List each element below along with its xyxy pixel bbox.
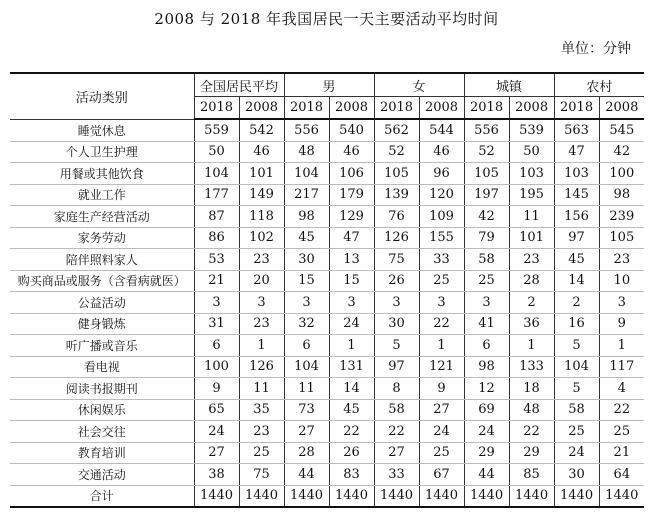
group-header-male: 男 <box>284 73 374 97</box>
value-cell: 1440 <box>554 485 599 507</box>
value-cell: 26 <box>329 442 374 464</box>
value-cell: 177 <box>194 184 239 206</box>
value-cell: 6 <box>464 335 509 357</box>
value-cell: 25 <box>419 270 464 292</box>
value-cell: 2 <box>554 292 599 314</box>
value-cell: 556 <box>464 119 509 141</box>
value-cell: 2 <box>509 292 554 314</box>
value-cell: 1440 <box>419 485 464 507</box>
value-cell: 11 <box>284 378 329 400</box>
group-header-national: 全国居民平均 <box>194 73 284 97</box>
value-cell: 65 <box>194 399 239 421</box>
value-cell: 27 <box>284 421 329 443</box>
value-cell: 131 <box>329 356 374 378</box>
value-cell: 3 <box>194 292 239 314</box>
value-cell: 24 <box>194 421 239 443</box>
value-cell: 22 <box>374 421 419 443</box>
table-row <box>10 184 644 206</box>
activity-category-cell: 家庭生产经营活动 <box>10 206 194 228</box>
value-cell: 121 <box>419 356 464 378</box>
value-cell: 22 <box>599 399 644 421</box>
value-cell: 26 <box>374 270 419 292</box>
value-cell: 85 <box>509 464 554 486</box>
year-header: 2008 <box>509 97 554 120</box>
value-cell: 126 <box>374 227 419 249</box>
value-cell: 52 <box>464 141 509 163</box>
value-cell: 44 <box>464 464 509 486</box>
activity-category-cell: 公益活动 <box>10 292 194 314</box>
value-cell: 21 <box>599 442 644 464</box>
value-cell: 1440 <box>599 485 644 507</box>
value-cell: 9 <box>194 378 239 400</box>
table-body <box>10 119 644 507</box>
value-cell: 27 <box>374 442 419 464</box>
value-cell: 28 <box>509 270 554 292</box>
value-cell: 197 <box>464 184 509 206</box>
value-cell: 195 <box>509 184 554 206</box>
activity-category-cell: 阅读书报期刊 <box>10 378 194 400</box>
value-cell: 64 <box>599 464 644 486</box>
value-cell: 145 <box>554 184 599 206</box>
table-row <box>10 249 644 271</box>
group-header-rural: 农村 <box>554 73 644 97</box>
table-row <box>10 378 644 400</box>
table-row <box>10 313 644 335</box>
value-cell: 96 <box>419 163 464 185</box>
value-cell: 104 <box>194 163 239 185</box>
value-cell: 47 <box>329 227 374 249</box>
activity-category-cell: 健身锻炼 <box>10 313 194 335</box>
value-cell: 105 <box>599 227 644 249</box>
value-cell: 97 <box>374 356 419 378</box>
value-cell: 10 <box>599 270 644 292</box>
value-cell: 28 <box>284 442 329 464</box>
table-row <box>10 292 644 314</box>
value-cell: 35 <box>239 399 284 421</box>
value-cell: 52 <box>374 141 419 163</box>
value-cell: 23 <box>239 421 284 443</box>
value-cell: 33 <box>374 464 419 486</box>
table-row <box>10 227 644 249</box>
value-cell: 29 <box>464 442 509 464</box>
value-cell: 1440 <box>374 485 419 507</box>
value-cell: 25 <box>419 442 464 464</box>
value-cell: 83 <box>329 464 374 486</box>
value-cell: 239 <box>599 206 644 228</box>
value-cell: 117 <box>599 356 644 378</box>
value-cell: 97 <box>554 227 599 249</box>
value-cell: 6 <box>284 335 329 357</box>
table-row <box>10 141 644 163</box>
value-cell: 1440 <box>194 485 239 507</box>
value-cell: 109 <box>419 206 464 228</box>
year-header: 2018 <box>464 97 509 120</box>
value-cell: 129 <box>329 206 374 228</box>
value-cell: 104 <box>284 163 329 185</box>
activity-category-cell: 家务劳动 <box>10 227 194 249</box>
value-cell: 1440 <box>239 485 284 507</box>
value-cell: 102 <box>239 227 284 249</box>
table-row <box>10 442 644 464</box>
value-cell: 48 <box>509 399 554 421</box>
value-cell: 3 <box>419 292 464 314</box>
year-header: 2018 <box>194 97 239 120</box>
value-cell: 29 <box>509 442 554 464</box>
value-cell: 3 <box>329 292 374 314</box>
value-cell: 32 <box>284 313 329 335</box>
table-row <box>10 119 644 141</box>
value-cell: 14 <box>554 270 599 292</box>
activity-category-cell: 陪伴照料家人 <box>10 249 194 271</box>
value-cell: 25 <box>599 421 644 443</box>
group-header-urban: 城镇 <box>464 73 554 97</box>
value-cell: 9 <box>419 378 464 400</box>
table-row <box>10 421 644 443</box>
value-cell: 3 <box>599 292 644 314</box>
value-cell: 179 <box>329 184 374 206</box>
value-cell: 23 <box>239 313 284 335</box>
value-cell: 133 <box>509 356 554 378</box>
year-header: 2008 <box>329 97 374 120</box>
value-cell: 53 <box>194 249 239 271</box>
value-cell: 14 <box>329 378 374 400</box>
activity-category-cell: 就业工作 <box>10 184 194 206</box>
value-cell: 36 <box>509 313 554 335</box>
activity-category-cell: 交通活动 <box>10 464 194 486</box>
year-header: 2008 <box>599 97 644 120</box>
category-column-header: 活动类别 <box>10 73 194 119</box>
value-cell: 23 <box>599 249 644 271</box>
table-row <box>10 464 644 486</box>
value-cell: 22 <box>419 313 464 335</box>
year-header: 2018 <box>284 97 329 120</box>
value-cell: 105 <box>464 163 509 185</box>
value-cell: 556 <box>284 119 329 141</box>
value-cell: 156 <box>554 206 599 228</box>
value-cell: 3 <box>464 292 509 314</box>
value-cell: 50 <box>194 141 239 163</box>
value-cell: 38 <box>194 464 239 486</box>
value-cell: 22 <box>329 421 374 443</box>
value-cell: 25 <box>239 442 284 464</box>
value-cell: 100 <box>194 356 239 378</box>
activity-category-cell: 听广播或音乐 <box>10 335 194 357</box>
value-cell: 47 <box>554 141 599 163</box>
value-cell: 24 <box>419 421 464 443</box>
value-cell: 101 <box>509 227 554 249</box>
value-cell: 42 <box>464 206 509 228</box>
value-cell: 58 <box>554 399 599 421</box>
value-cell: 45 <box>284 227 329 249</box>
value-cell: 104 <box>554 356 599 378</box>
value-cell: 25 <box>554 421 599 443</box>
value-cell: 539 <box>509 119 554 141</box>
value-cell: 3 <box>284 292 329 314</box>
value-cell: 98 <box>284 206 329 228</box>
value-cell: 15 <box>284 270 329 292</box>
value-cell: 33 <box>419 249 464 271</box>
value-cell: 11 <box>509 206 554 228</box>
table-row <box>10 399 644 421</box>
value-cell: 75 <box>239 464 284 486</box>
year-header: 2018 <box>374 97 419 120</box>
value-cell: 13 <box>329 249 374 271</box>
table-row <box>10 270 644 292</box>
value-cell: 79 <box>464 227 509 249</box>
value-cell: 24 <box>329 313 374 335</box>
value-cell: 3 <box>374 292 419 314</box>
value-cell: 105 <box>374 163 419 185</box>
value-cell: 27 <box>419 399 464 421</box>
page-title: 2008 与 2018 年我国居民一天主要活动平均时间 <box>154 10 499 28</box>
value-cell: 48 <box>284 141 329 163</box>
value-cell: 106 <box>329 163 374 185</box>
value-cell: 101 <box>239 163 284 185</box>
value-cell: 1 <box>329 335 374 357</box>
value-cell: 118 <box>239 206 284 228</box>
value-cell: 100 <box>599 163 644 185</box>
value-cell: 1 <box>239 335 284 357</box>
value-cell: 545 <box>599 119 644 141</box>
value-cell: 46 <box>239 141 284 163</box>
value-cell: 73 <box>284 399 329 421</box>
value-cell: 45 <box>554 249 599 271</box>
value-cell: 1440 <box>509 485 554 507</box>
value-cell: 6 <box>194 335 239 357</box>
value-cell: 5 <box>374 335 419 357</box>
value-cell: 45 <box>329 399 374 421</box>
value-cell: 126 <box>239 356 284 378</box>
value-cell: 20 <box>239 270 284 292</box>
value-cell: 217 <box>284 184 329 206</box>
table-row <box>10 356 644 378</box>
activity-category-cell: 休闲娱乐 <box>10 399 194 421</box>
activity-category-cell: 个人卫生护理 <box>10 141 194 163</box>
value-cell: 25 <box>464 270 509 292</box>
value-cell: 540 <box>329 119 374 141</box>
value-cell: 23 <box>509 249 554 271</box>
value-cell: 542 <box>239 119 284 141</box>
value-cell: 11 <box>239 378 284 400</box>
value-cell: 544 <box>419 119 464 141</box>
value-cell: 98 <box>599 184 644 206</box>
value-cell: 563 <box>554 119 599 141</box>
value-cell: 24 <box>464 421 509 443</box>
value-cell: 58 <box>374 399 419 421</box>
value-cell: 103 <box>509 163 554 185</box>
value-cell: 46 <box>419 141 464 163</box>
activity-time-table <box>10 72 644 508</box>
value-cell: 75 <box>374 249 419 271</box>
value-cell: 76 <box>374 206 419 228</box>
activity-category-cell: 合计 <box>10 485 194 507</box>
activity-category-cell: 看电视 <box>10 356 194 378</box>
activity-category-cell: 教育培训 <box>10 442 194 464</box>
value-cell: 21 <box>194 270 239 292</box>
value-cell: 86 <box>194 227 239 249</box>
table-row <box>10 335 644 357</box>
group-header-female: 女 <box>374 73 464 97</box>
value-cell: 15 <box>329 270 374 292</box>
value-cell: 44 <box>284 464 329 486</box>
value-cell: 27 <box>194 442 239 464</box>
unit-label: 单位：分钟 <box>561 41 631 57</box>
value-cell: 1 <box>599 335 644 357</box>
value-cell: 9 <box>599 313 644 335</box>
activity-category-cell: 购买商品或服务（含看病就医） <box>10 270 194 292</box>
value-cell: 1 <box>509 335 554 357</box>
value-cell: 22 <box>509 421 554 443</box>
value-cell: 139 <box>374 184 419 206</box>
table-row <box>10 163 644 185</box>
value-cell: 3 <box>239 292 284 314</box>
value-cell: 12 <box>464 378 509 400</box>
value-cell: 149 <box>239 184 284 206</box>
value-cell: 155 <box>419 227 464 249</box>
value-cell: 1440 <box>464 485 509 507</box>
value-cell: 87 <box>194 206 239 228</box>
value-cell: 18 <box>509 378 554 400</box>
value-cell: 120 <box>419 184 464 206</box>
value-cell: 5 <box>554 378 599 400</box>
value-cell: 1 <box>419 335 464 357</box>
value-cell: 1440 <box>284 485 329 507</box>
value-cell: 46 <box>329 141 374 163</box>
value-cell: 16 <box>554 313 599 335</box>
value-cell: 30 <box>284 249 329 271</box>
activity-category-cell: 用餐或其他饮食 <box>10 163 194 185</box>
value-cell: 23 <box>239 249 284 271</box>
value-cell: 30 <box>374 313 419 335</box>
value-cell: 103 <box>554 163 599 185</box>
value-cell: 8 <box>374 378 419 400</box>
value-cell: 1440 <box>329 485 374 507</box>
year-header: 2018 <box>554 97 599 120</box>
value-cell: 562 <box>374 119 419 141</box>
value-cell: 30 <box>554 464 599 486</box>
year-header: 2008 <box>419 97 464 120</box>
value-cell: 41 <box>464 313 509 335</box>
activity-category-cell: 睡觉休息 <box>10 119 194 141</box>
total-row <box>10 485 644 507</box>
value-cell: 5 <box>554 335 599 357</box>
value-cell: 4 <box>599 378 644 400</box>
value-cell: 559 <box>194 119 239 141</box>
table-row <box>10 206 644 228</box>
value-cell: 98 <box>464 356 509 378</box>
value-cell: 50 <box>509 141 554 163</box>
value-cell: 42 <box>599 141 644 163</box>
year-header: 2008 <box>239 97 284 120</box>
value-cell: 67 <box>419 464 464 486</box>
value-cell: 24 <box>554 442 599 464</box>
value-cell: 69 <box>464 399 509 421</box>
value-cell: 58 <box>464 249 509 271</box>
value-cell: 31 <box>194 313 239 335</box>
value-cell: 104 <box>284 356 329 378</box>
activity-category-cell: 社会交往 <box>10 421 194 443</box>
